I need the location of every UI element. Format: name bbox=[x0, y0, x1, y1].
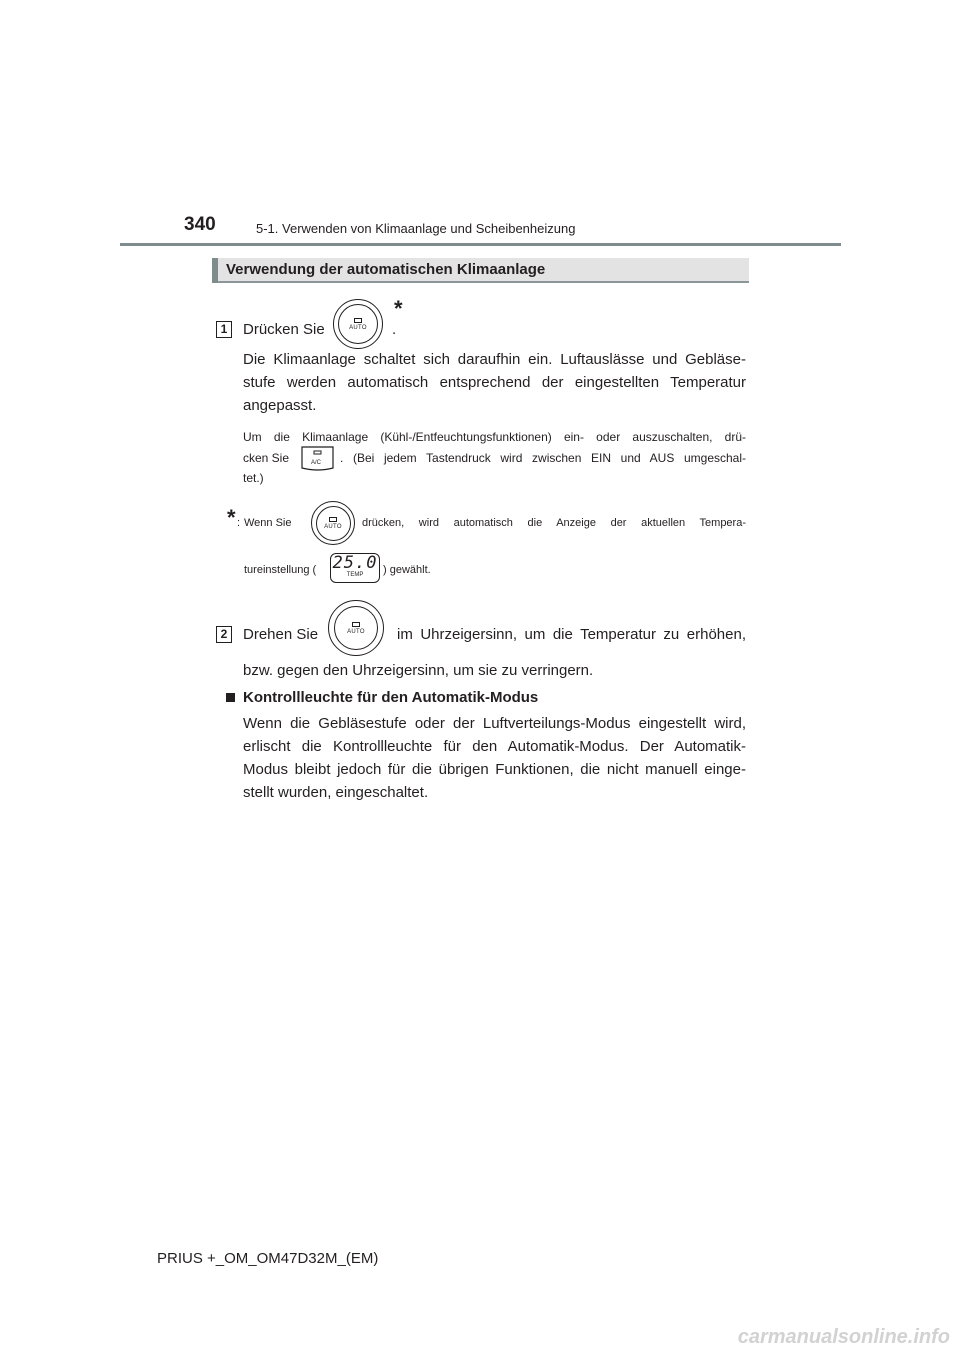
auto-indicator-icon bbox=[354, 318, 362, 323]
footnote-marker: * bbox=[394, 296, 403, 321]
subsection-line-3: Modus bleibt jedoch für die übrigen Funktionen, die nicht manuell einge- bbox=[243, 761, 746, 778]
watermark: carmanualsonline.info bbox=[737, 1326, 950, 1348]
ac-label: A/C bbox=[311, 460, 322, 466]
step-2-line-2: bzw. gegen den Uhrzeigersinn, um sie zu verringern. bbox=[243, 662, 594, 679]
step-1-marker: 1 bbox=[216, 321, 232, 338]
section-title: Verwendung der automatischen Klimaanlage bbox=[226, 261, 546, 278]
step-1-text: Drücken Sie bbox=[243, 321, 325, 338]
temperature-display-icon bbox=[330, 553, 380, 583]
step-1-desc-line-3: angepasst. bbox=[243, 397, 317, 414]
section-heading bbox=[212, 258, 749, 283]
step-2-marker: 2 bbox=[216, 626, 232, 643]
auto-knob-label: AUTO bbox=[347, 628, 365, 635]
temperature-label: TEMP bbox=[346, 572, 364, 578]
section-accent bbox=[212, 258, 218, 283]
ac-note-prefix: cken Sie bbox=[243, 451, 290, 465]
auto-temp-knob-icon bbox=[328, 600, 384, 656]
document-code: PRIUS +_OM_OM47D32M_(EM) bbox=[157, 1250, 379, 1267]
subsection-title: Kontrollleuchte für den Automatik-Modus bbox=[243, 689, 539, 706]
footnote-asterisk: * bbox=[227, 505, 236, 530]
auto-knob-indicator-icon bbox=[352, 622, 360, 627]
auto-indicator-small-icon bbox=[329, 517, 337, 522]
header-divider bbox=[120, 243, 841, 246]
subsection-line-2: erlischt die Kontrollleuchte für den Automatik-Modus. Der Automatik- bbox=[243, 738, 746, 755]
ac-note-suffix: . (Bei jedem Tastendruck wird zwischen EIN und AUS umgeschal- bbox=[340, 451, 746, 465]
auto-button-icon bbox=[333, 299, 383, 349]
step-2-text-before: Drehen Sie bbox=[243, 626, 319, 643]
subsection-line-4: stellt wurden, eingeschaltet. bbox=[243, 784, 429, 801]
chapter-title: 5-1. Verwenden von Klimaanlage und Scheibenheizung bbox=[256, 221, 576, 236]
footnote-colon: : bbox=[237, 517, 241, 529]
step-1-desc-line-1: Die Klimaanlage schaltet sich daraufhin ein. Luftauslässe und Gebläse- bbox=[243, 351, 746, 368]
square-bullet-icon bbox=[226, 693, 235, 702]
step-1-period: . bbox=[392, 321, 397, 338]
ac-note-line-3: tet.) bbox=[243, 471, 264, 485]
footnote-text-before: Wenn Sie bbox=[244, 517, 292, 529]
ac-note-line-1: Um die Klimaanlage (Kühl-/Entfeuchtungsfunktionen) ein- oder auszuschalten, drü- bbox=[243, 430, 746, 444]
footnote-line-2-before: tureinstellung ( bbox=[244, 564, 317, 576]
auto-label: AUTO bbox=[349, 324, 367, 331]
page-number: 340 bbox=[184, 214, 216, 235]
auto-button-small-icon bbox=[311, 501, 355, 545]
subsection-line-1: Wenn die Gebläsestufe oder der Luftverteilungs-Modus eingestellt wird, bbox=[243, 715, 746, 732]
auto-small-label: AUTO bbox=[324, 523, 342, 530]
temperature-value: 25.0 bbox=[332, 553, 378, 573]
footnote-text-after: drücken, wird automatisch die Anzeige der aktuellen Tempera- bbox=[362, 517, 746, 529]
ac-button-icon bbox=[300, 445, 336, 472]
step-2-text-after: im Uhrzeigersinn, um die Temperatur zu erhöhen, bbox=[397, 626, 746, 643]
footnote-line-2-after: ) gewählt. bbox=[383, 564, 431, 576]
step-1-desc-line-2: stufe werden automatisch entsprechend der eingestellten Temperatur bbox=[243, 374, 746, 391]
